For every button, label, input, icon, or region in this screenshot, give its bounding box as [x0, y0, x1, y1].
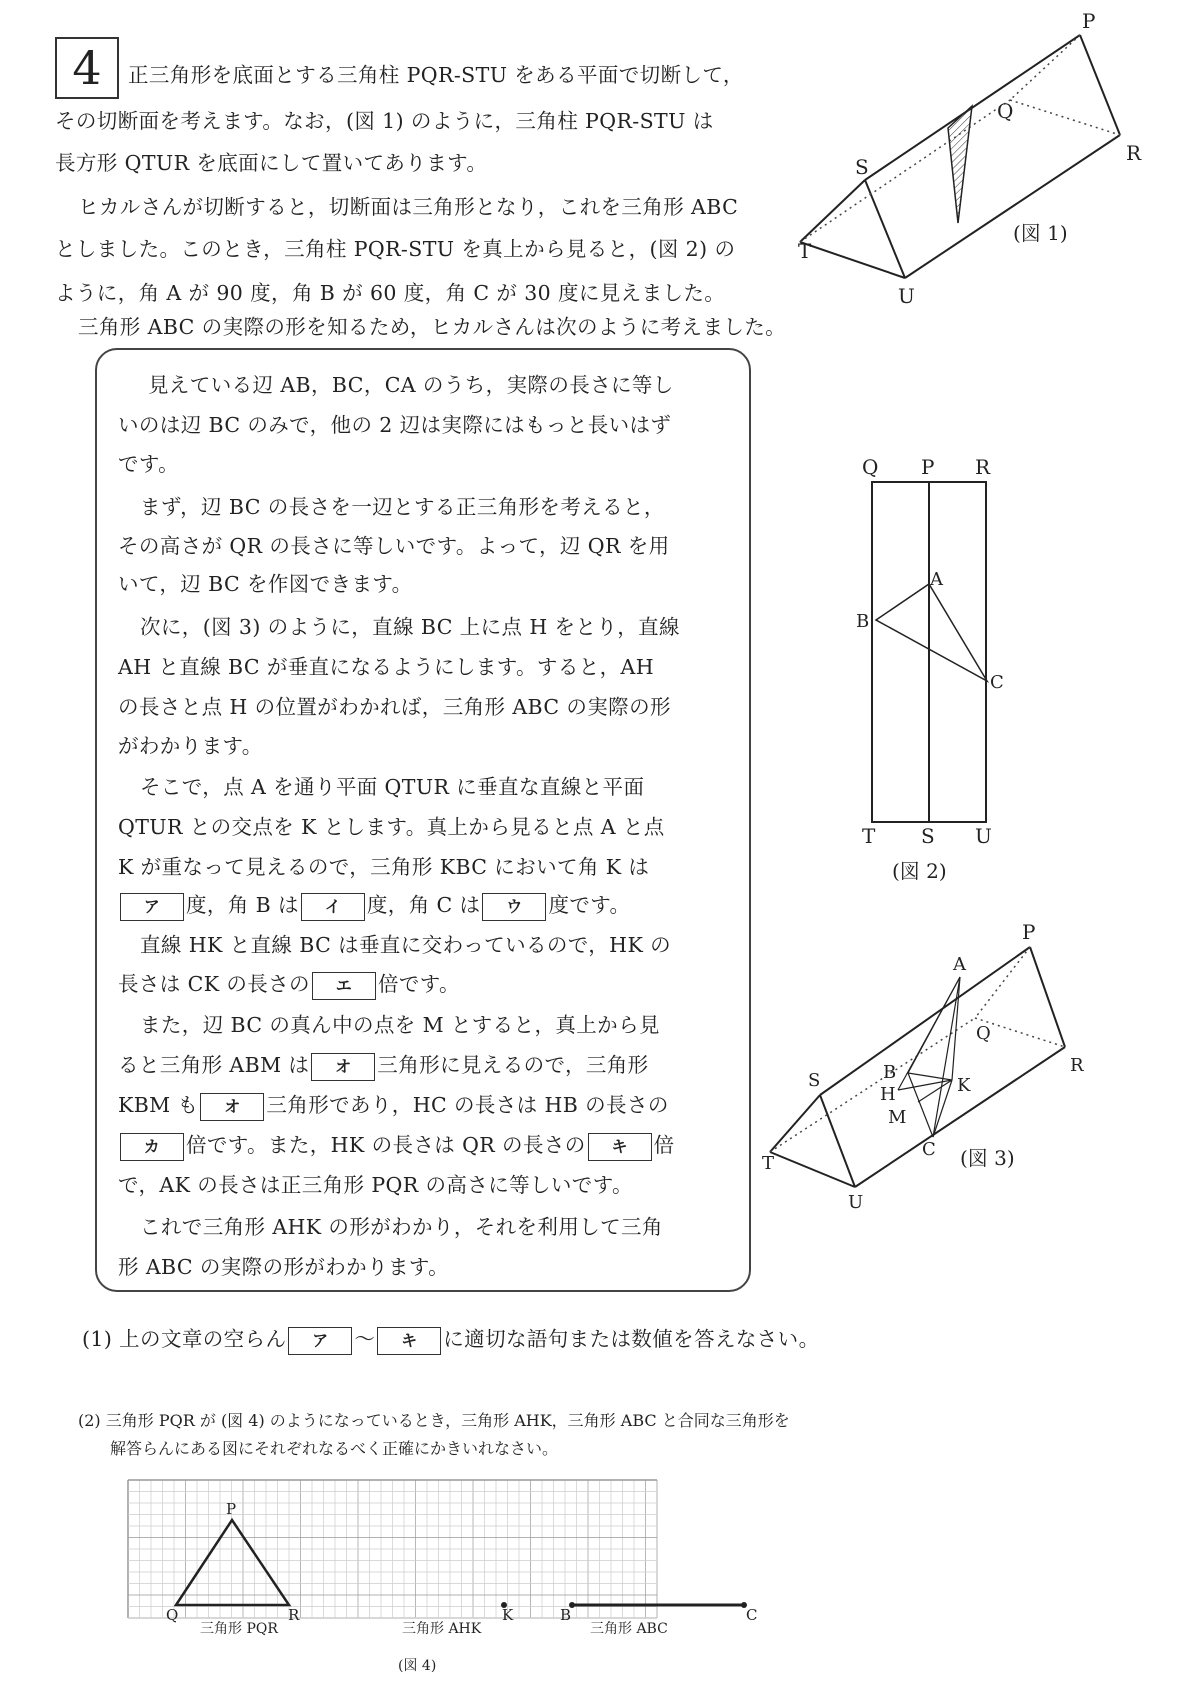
edge-qr-hidden	[1010, 100, 1120, 135]
fig3-label-t: T	[762, 1153, 775, 1174]
figure-2	[840, 450, 1020, 890]
figure-1	[800, 10, 1170, 310]
box-line-13: K が重なって見えるので，三角形 KBC において角 K は	[118, 855, 650, 879]
fig3-label-h: H	[880, 1084, 896, 1105]
blank-ki[interactable]: キ	[588, 1133, 652, 1161]
fig2-label-s: S	[921, 824, 935, 848]
fig4-caption-ahk: 三角形 AHK	[402, 1621, 482, 1637]
blank-o[interactable]: オ	[311, 1053, 375, 1081]
box-line-2: いのは辺 BC のみで，他の 2 辺は実際にはもっと長いはず	[118, 413, 672, 437]
q1-blank-a: ア	[288, 1327, 352, 1355]
box-line-11: そこで，点 A を通り平面 QTUR に垂直な直線と平面	[140, 775, 645, 799]
blank-ka[interactable]: カ	[120, 1133, 184, 1161]
fig2-label-a: A	[930, 569, 943, 590]
fig3-label-a: A	[953, 954, 966, 975]
fig4-label-q: Q	[166, 1606, 179, 1624]
fig1-label-t: T	[798, 239, 812, 263]
question-2-line-1: (2) 三角形 PQR が (図 4) のようになっているとき，三角形 AHK，三角形 ABC と合同な三角形を	[78, 1411, 790, 1430]
fig4-label-b: B	[560, 1606, 572, 1624]
figure-4	[120, 1470, 758, 1698]
box-line-8: AH と直線 BC が垂直になるようにします。すると，AH	[118, 655, 655, 679]
box-line-20: カ 倍です。また，HK の長さは QR の長さの キ 倍	[118, 1128, 675, 1161]
fig4-grid	[128, 1480, 657, 1618]
box-line-19: KBM も オ 三角形であり，HC の長さは HB の長さの	[118, 1088, 669, 1121]
box-line-10: がわかります。	[118, 734, 263, 758]
intro-line-7: 三角形 ABC の実際の形を知るため，ヒカルさんは次のように考えました。	[78, 315, 787, 339]
edge-st	[800, 180, 865, 242]
edge-tu	[800, 242, 905, 278]
fig3-label-r: R	[1070, 1055, 1084, 1076]
question-1: (1) 上の文章の空らん ア 〜 キ に適切な語句または数値を答えなさい。	[82, 1322, 819, 1355]
intro-line-1: 正三角形を底面とする三角柱 PQR-STU をある平面で切断して，	[128, 63, 744, 87]
box-line-17: また，辺 BC の真ん中の点を M とすると，真上から見	[140, 1013, 660, 1037]
blank-u[interactable]: ウ	[482, 893, 546, 921]
box-line-5: その高さが QR の長さに等しいです。よって，辺 QR を用	[118, 534, 670, 558]
fig2-label-r: R	[975, 455, 991, 479]
fig3-label-k: K	[957, 1075, 971, 1096]
fig3-label-b: B	[883, 1062, 897, 1083]
fig1-label-q: Q	[997, 99, 1014, 123]
fig2-label-b: B	[856, 611, 870, 632]
fig4-label-k: K	[502, 1606, 514, 1624]
fig2-label-t: T	[862, 824, 876, 848]
fig2-caption: (図 2)	[892, 859, 947, 883]
box-line-14: ア 度，角 B は イ 度，角 C は ウ 度です。	[118, 888, 630, 921]
blank-e[interactable]: エ	[312, 972, 376, 1000]
blank-i[interactable]: イ	[301, 893, 365, 921]
question-2-line-2: 解答らんにある図にそれぞれなるべく正確にかきいれなさい。	[110, 1439, 559, 1458]
fig2-label-c: C	[990, 672, 1004, 693]
fig2-triangle-abc	[876, 584, 987, 681]
fig4-label-c: C	[746, 1606, 758, 1624]
blank-a[interactable]: ア	[120, 893, 184, 921]
figure-3	[760, 915, 1100, 1215]
edge-pr	[1080, 35, 1120, 135]
box-line-12: QTUR との交点を K とします。真上から見ると点 A と点	[118, 815, 665, 839]
fig4-label-r: R	[288, 1606, 300, 1624]
box-line-3: です。	[118, 452, 180, 476]
question-number: 4	[55, 37, 119, 99]
box-line-15: 直線 HK と直線 BC は垂直に交わっているので，HK の	[140, 933, 671, 957]
fig1-label-u: U	[898, 284, 915, 308]
box-line-6: いて，辺 BC を作図できます。	[118, 572, 413, 596]
box-line-7: 次に，(図 3) のように，直線 BC 上に点 H をとり，直線	[140, 615, 680, 639]
box-line-9: の長さと点 H の位置がわかれば，三角形 ABC の実際の形	[118, 695, 671, 719]
box-line-4: まず，辺 BC の長さを一辺とする正三角形を考えると，	[140, 495, 665, 519]
fig3-label-c: C	[922, 1139, 936, 1160]
fig3-label-u: U	[848, 1192, 864, 1213]
intro-line-2: その切断面を考えます。なお，(図 1) のように，三角柱 PQR-STU は	[55, 109, 714, 133]
cut-section	[948, 106, 972, 223]
fig1-caption: (図 1)	[1013, 221, 1068, 245]
fig4-triangle-pqr	[176, 1520, 289, 1605]
box-line-16: 長さは CK の長さの エ 倍です。	[118, 967, 460, 1000]
fig3-label-q: Q	[976, 1023, 991, 1044]
blank-o-2[interactable]: オ	[200, 1093, 264, 1121]
edge-pq-hidden	[1010, 35, 1080, 100]
fig3-label-m: M	[888, 1107, 907, 1128]
edge-ur	[905, 135, 1120, 278]
fig1-label-p: P	[1082, 9, 1096, 33]
intro-line-4: ヒカルさんが切断すると，切断面は三角形となり，これを三角形 ABC	[78, 195, 739, 219]
box-line-1: 見えている辺 AB，BC，CA のうち，実際の長さに等し	[148, 373, 674, 397]
intro-line-3: 長方形 QTUR を底面にして置いてあります。	[55, 151, 488, 175]
intro-line-5: としました。このとき，三角柱 PQR-STU を真上から見ると，(図 2) の	[55, 237, 736, 261]
fig3-caption: (図 3)	[960, 1146, 1015, 1170]
fig4-caption: (図 4)	[398, 1658, 437, 1674]
fig2-label-q: Q	[862, 455, 879, 479]
fig4-caption-abc: 三角形 ABC	[590, 1621, 668, 1637]
box-line-22: これで三角形 AHK の形がわかり，それを利用して三角	[140, 1215, 663, 1239]
fig2-label-p: P	[921, 455, 935, 479]
box-line-18: ると三角形 ABM は オ 三角形に見えるので，三角形	[118, 1048, 649, 1081]
fig3-label-s: S	[808, 1070, 821, 1091]
box-line-21: で，AK の長さは正三角形 PQR の高さに等しいです。	[118, 1173, 633, 1197]
fig4-label-p: P	[226, 1500, 237, 1518]
fig1-label-s: S	[855, 155, 869, 179]
box-line-23: 形 ABC の実際の形がわかります。	[118, 1255, 450, 1279]
intro-line-6: ように，角 A が 90 度，角 B が 60 度，角 C が 30 度に見えました。	[55, 281, 726, 305]
fig1-label-r: R	[1126, 141, 1142, 165]
edge-tq-hidden	[800, 100, 1010, 242]
q1-blank-ki: キ	[377, 1327, 441, 1355]
fig2-label-u: U	[975, 824, 992, 848]
fig3-label-p: P	[1022, 920, 1036, 944]
fig4-caption-pqr: 三角形 PQR	[200, 1621, 278, 1637]
